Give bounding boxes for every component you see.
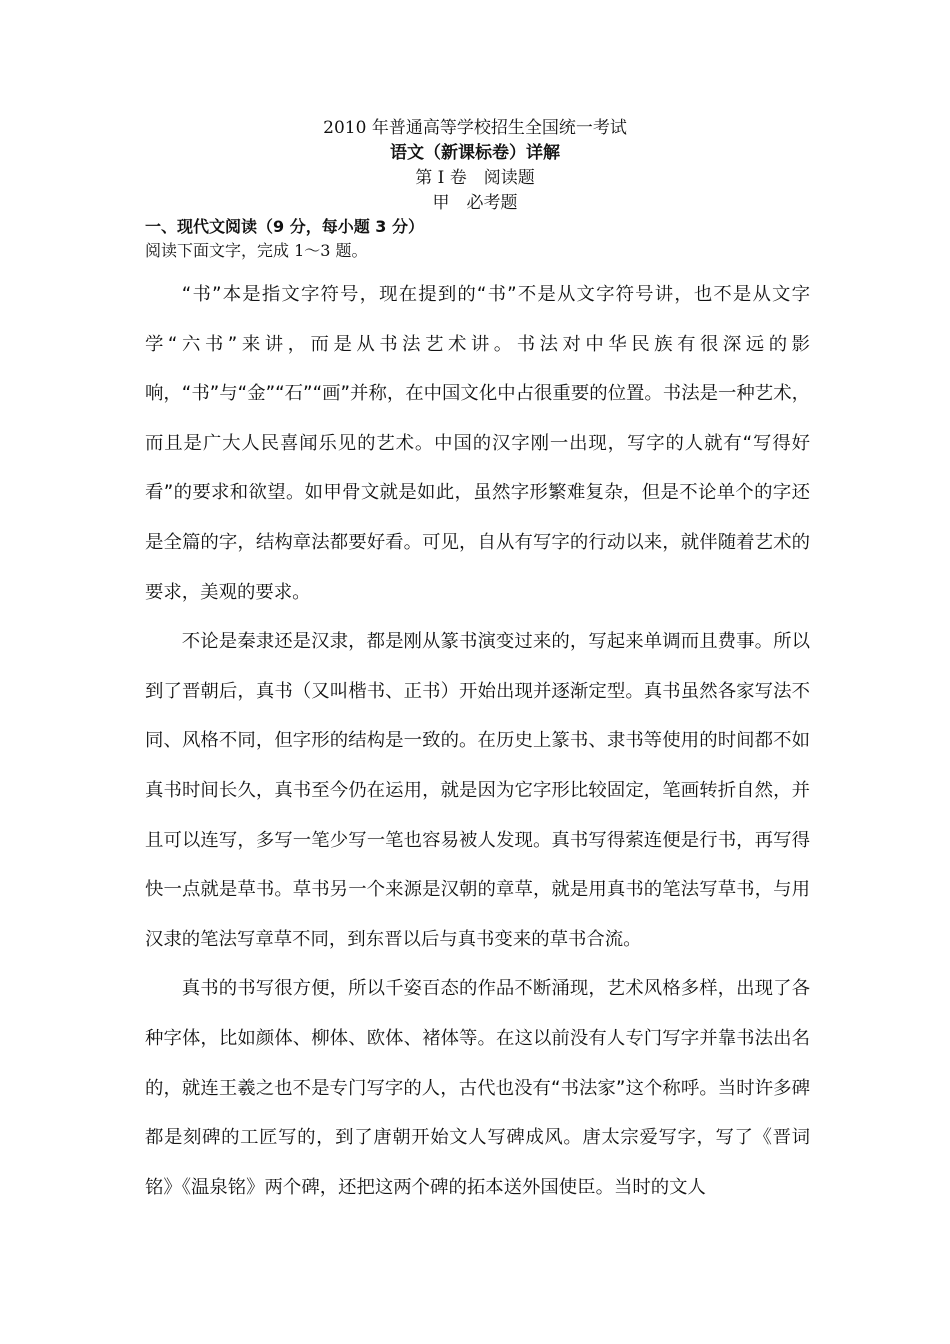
passage-paragraph-2: 不论是秦隶还是汉隶，都是刚从篆书演变过来的，写起来单调而且费事。所以到了晋朝后，真书（又叫楷书、正书）开始出现并逐渐定型。真书虽然各家写法不同、风格不同，但字形的结构是一致的。在历史上篆书、隶书等使用的时间都不如真书时间长久，真书至今仍在运用，就是因为它字形比较固定，笔画转折自然，并且可以连写，多写一笔少写一笔也容易被人发现。真书写得萦连便是行书，再写得快一点就是草书。草书另一个来源是汉朝的章草，就是用真书的笔法写草书，与用汉隶的笔法写章草不同，到东晋以后与真书变来的草书合流。 xyxy=(145,631,810,950)
passage-paragraph-1: “书”本是指文字符号，现在提到的“书”不是从文字符号讲，也不是从文字学“六书”来讲，而是从书法艺术讲。书法对中华民族有很深远的影响，“书”与“金”“石”“画”并称，在中国文化中占很重要的位置。书法是一种艺术，而且是广大人民喜闻乐见的艺术。中国的汉字刚一出现，写字的人就有“写得好看”的要求和欲望。如甲骨文就是如此，虽然字形繁难复杂，但是不论单个的字还是全篇的字，结构章法都要好看。可见，自从有写字的行动以来，就伴随着艺术的要求，美观的要求。 xyxy=(145,284,810,603)
volume-title: 第 I 卷 阅读题 xyxy=(415,168,535,188)
exam-title: 2010 年普通高等学校招生全国统一考试 xyxy=(323,118,627,138)
reading-passage xyxy=(145,270,810,1212)
exam-title-block xyxy=(0,116,950,216)
part-title: 甲 必考题 xyxy=(432,193,518,213)
reading-instruction: 阅读下面文字，完成 1～3 题。 xyxy=(145,241,368,260)
passage-paragraph-3: 真书的书写很方便，所以千姿百态的作品不断涌现，艺术风格多样，出现了各种字体，比如颜体、柳体、欧体、褚体等。在这以前没有人专门写字并靠书法出名的，就连王羲之也不是专门写字的人，古代也没有“书法家”这个称呼。当时许多碑都是刻碑的工匠写的，到了唐朝开始文人写碑成风。唐太宗爱写字，写了《晋词铭》《温泉铭》两个碑，还把这两个碑的拓本送外国使臣。当时的文人 xyxy=(145,978,810,1198)
exam-subtitle: 语文（新课标卷）详解 xyxy=(390,143,560,163)
section-heading: 一、现代文阅读（9 分，每小题 3 分） xyxy=(145,217,424,236)
